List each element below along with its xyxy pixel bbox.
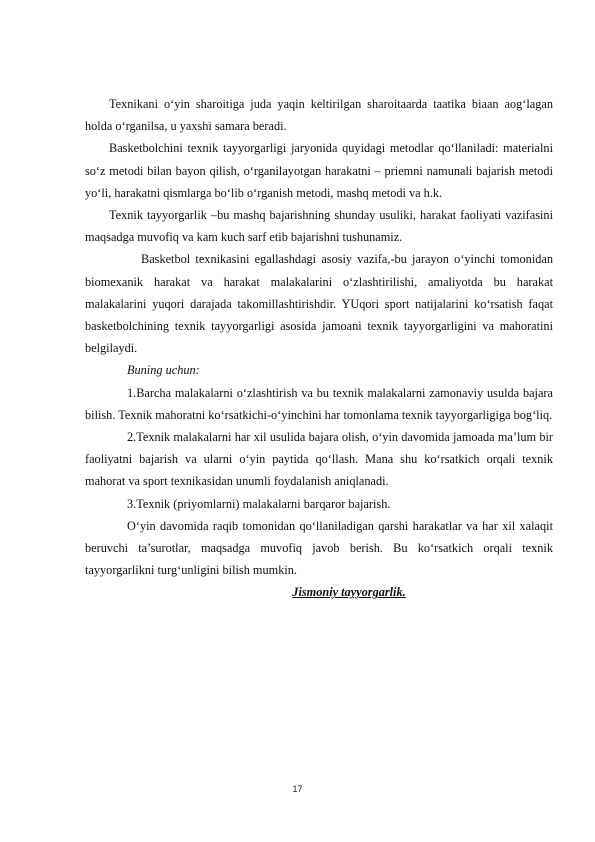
paragraph-asosiy-vazifa: Basketbol texnikasini egallashdagi asosiy vazifa,-bu jarayon o‘yinchi tomonidan biomexanik harakat va harakat malakalarini o‘zlashtirilishi, amaliyotda bu harakat malakalarini yuqori darajada takomillashtirishdir. YUqori sport natijalarini ko‘rsatish faqat basketbolchining texnik tayyorgarligi asosida jamoani texnik tayyorgarligini va mahoratini belgilaydi.: [85, 252, 553, 356]
intro-label: Buning uchun:: [127, 363, 200, 378]
list-item-3: 3.Texnik (priyomlarni) malakalarni barqaror bajarish.: [127, 496, 391, 511]
document-body: [85, 93, 553, 604]
paragraph-texnik-tayyorgarlik-tarifi: Texnik tayyorgarlik –bu mashq bajarishning shunday usuliki, harakat faoliyati vazifasini maqsadga muvofiq va kam kuch sarf etib bajarishni tushunamiz.: [85, 208, 553, 245]
list-item-2: 2.Texnik malakalarni har xil usulida bajara olish, o‘yin davomida jamoada ma’lum bir faoliyatni bajarish va ularni o‘yin paytida qo‘llash. Mana shu ko‘rsatkich orqali texnik mahorat va sport texnikasidan unumli foydalanish aniqlanadi.: [85, 430, 553, 489]
paragraph-oyin-davomida: O‘yin davomida raqib tomonidan qo‘llaniladigan qarshi harakatlar va har xil xalaqit beruvchi ta’surotlar, maqsadga muvofiq javob berish. Bu ko‘rsatkich orqali texnik tayyorgarlikni turg‘unligini bilish mumkin.: [85, 518, 553, 578]
paragraph-texnika-sharoit: Texnikani o‘yin sharoitiga juda yaqin keltirilgan sharoitaarda taatika biaan aog‘lagan holda o‘rganilsa, u yaxshi samara beradi.: [85, 97, 553, 134]
page-number: 17: [292, 784, 303, 794]
paragraph-metodlar: Basketbolchini texnik tayyorgarligi jaryonida quyidagi metodlar qo‘llaniladi: materialni so‘z metodi bilan bayon qilish, o‘rganilayotgan harakatni – priemni namunali bajarish metodi yo‘li, harakatni qismlarga bo‘lib o‘rganish metodi, mashq metodi va h.k.: [85, 141, 553, 200]
section-heading: Jismoniy tayyorgarlik.: [292, 585, 406, 600]
list-item-1: 1.Barcha malakalarni o‘zlashtirish va bu texnik malakalarni zamonaviy usulda bajara bilish. Texnik mahoratni ko‘rsatkichi-o‘yinchini har tomonlama texnik tayyorgarligiga bog‘liq.: [85, 385, 553, 422]
